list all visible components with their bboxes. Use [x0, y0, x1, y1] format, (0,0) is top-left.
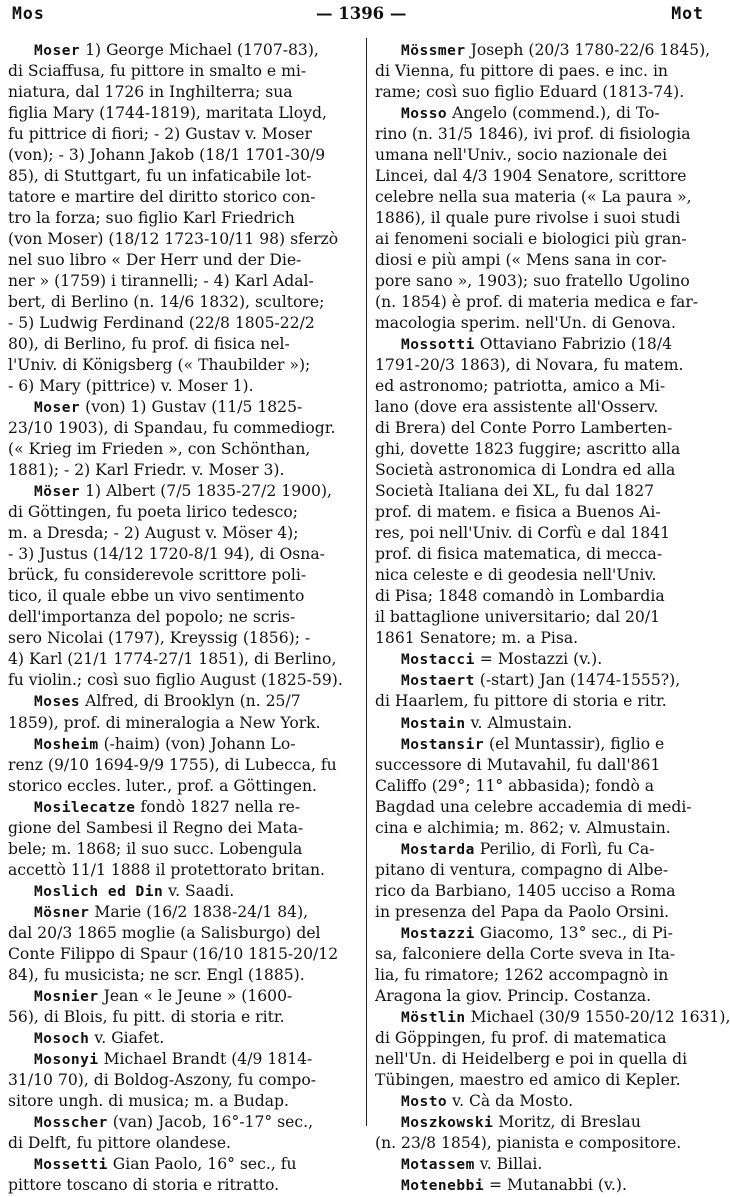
- entry-line: [8, 418, 356, 439]
- entry-line: [8, 713, 356, 734]
- entry-text: prof. di fisica matematica, di mecca-: [375, 545, 663, 564]
- entry-text: diosi e più ampi (« Mens sana in cor-: [375, 251, 667, 270]
- entry-line: [8, 944, 356, 965]
- entry-line: [375, 187, 713, 208]
- entry-line: [8, 313, 356, 334]
- entry-text: 1886), il quale pure rivolse i suoi studi: [375, 209, 681, 228]
- entry-first-line: [8, 40, 356, 61]
- entry-text: tico, il quale ebbe un vivo sentimento: [8, 587, 305, 606]
- entry-text: tatore e martire del diritto storico con-: [8, 188, 316, 207]
- entry-text: di Pisa; 1848 comandò in Lombardia: [375, 587, 665, 606]
- entry-headword: Moslich ed Din: [34, 883, 164, 900]
- entry-first-line: [375, 1112, 713, 1133]
- entry-first-line: [8, 1028, 356, 1049]
- entry-text: lia, fu rimatore; 1262 accompagnò in: [375, 965, 669, 984]
- entry-line: [375, 965, 713, 986]
- entry-text: tro la forza; suo figlio Karl Friedrich: [8, 209, 295, 228]
- entry-text: - 5) Ludwig Ferdinand (22/8 1805-22/2: [8, 314, 315, 333]
- entry-first-line: [375, 1175, 713, 1196]
- entry-first-line: [8, 902, 356, 923]
- entry-line: [375, 208, 713, 229]
- entry-text: Moritz, di Breslau: [493, 1112, 641, 1131]
- entry-text: (von Moser) (18/12 1723-10/11 98) sferzò: [8, 230, 339, 249]
- entry-text: dell'importanza del popolo; ne scris-: [8, 608, 296, 627]
- entry-headword: Mossetti: [34, 1156, 108, 1173]
- entry-headword: Mostansir: [401, 736, 485, 753]
- entry-line: [8, 860, 356, 881]
- entry-line: [375, 397, 713, 418]
- entry-text: 1) Albert (7/5 1835-27/2 1900),: [80, 482, 333, 501]
- dictionary-entry: [8, 397, 356, 481]
- entry-line: [375, 586, 713, 607]
- entry-first-line: [8, 734, 356, 755]
- entry-text: rico da Barbiano, 1405 ucciso a Roma: [375, 881, 676, 900]
- entry-text: di Sciaffusa, fu pittore in smalto e mi-: [8, 62, 307, 81]
- entry-text: v. Cà da Mosto.: [447, 1091, 574, 1110]
- entry-line: [8, 670, 356, 691]
- dictionary-entry: [375, 713, 713, 734]
- dictionary-entry: [8, 881, 356, 902]
- entry-text: sa, falconiere della Corte sveva in Ita-: [375, 944, 676, 963]
- entry-text: di Vienna, fu pittore di paes. e inc. in: [375, 62, 668, 81]
- entry-headword: Mosonyi: [34, 1051, 99, 1068]
- entry-line: [375, 1133, 713, 1154]
- entry-text: 1859), prof. di mineralogia a New York.: [8, 713, 321, 732]
- dictionary-entry: [8, 986, 356, 1028]
- entry-text: (n. 1854) è prof. di materia medica e far-: [375, 293, 699, 312]
- entry-line: [8, 124, 356, 145]
- dictionary-entry: [375, 334, 713, 649]
- entry-line: [8, 208, 356, 229]
- entry-first-line: [375, 1154, 713, 1175]
- entry-headword: Moszkowski: [401, 1114, 494, 1131]
- dictionary-entry: [8, 797, 356, 881]
- entry-line: [8, 755, 356, 776]
- entry-text: (-start) Jan (1474-1555?),: [474, 671, 681, 690]
- entry-text: prof. di matem. e fisica a Buenos Ai-: [375, 503, 661, 522]
- entry-text: 80), di Berlino, fu prof. di fisica nel-: [8, 335, 290, 354]
- entry-text: (van) Jacob, 16°-17° sec.,: [107, 1112, 314, 1131]
- entry-line: [8, 292, 356, 313]
- entry-text: di Haarlem, fu pittore di storia e ritr.: [375, 692, 667, 711]
- entry-text: Giacomo, 13° sec., di Pi-: [474, 923, 673, 942]
- entry-text: Società Italiana dei XL, fu dal 1827: [375, 482, 655, 501]
- entry-text: (el Muntassir), figlio e: [484, 734, 665, 753]
- dictionary-entry: [8, 40, 356, 397]
- entry-text: (von); - 3) Johann Jakob (18/1 1701-30/9: [8, 146, 326, 165]
- entry-text: (von) 1) Gustav (11/5 1825-: [80, 398, 303, 417]
- entry-text: 84), fu musicista; ne scr. Engl (1885).: [8, 965, 305, 984]
- entry-text: renz (9/10 1694-9/9 1755), di Lubecca, fu: [8, 755, 337, 774]
- entry-text: Califfo (29°; 11° abbasida); fondò a: [375, 776, 655, 795]
- entry-line: [375, 313, 713, 334]
- entry-line: [8, 103, 356, 124]
- entry-line: [8, 187, 356, 208]
- entry-text: - 3) Justus (14/12 1720-8/1 94), di Osna-: [8, 545, 325, 564]
- entry-first-line: [375, 334, 713, 355]
- entry-first-line: [8, 1154, 356, 1175]
- entry-text: storico eccles. luter., prof. a Göttingen.: [8, 776, 317, 795]
- entry-text: il battaglione universitario; dal 20/1: [375, 608, 661, 627]
- entry-headword: Mosilecatze: [34, 799, 136, 816]
- entry-line: [375, 565, 713, 586]
- entry-text: Lincei, dal 4/3 1904 Senatore, scrittore: [375, 167, 687, 186]
- entry-line: [8, 544, 356, 565]
- entry-text: macologia sperim. nell'Un. di Genova.: [375, 314, 676, 333]
- entry-text: celebre nella sua materia (« La paura »,: [375, 188, 692, 207]
- entry-text: pitano di ventura, compagno di Albe-: [375, 860, 669, 879]
- entry-text: cina e alchimia; m. 862; v. Almustain.: [375, 818, 671, 837]
- entry-line: [375, 82, 713, 103]
- entry-headword: Möser: [34, 484, 81, 501]
- entry-first-line: [8, 691, 356, 712]
- entry-first-line: [8, 481, 356, 502]
- entry-text: 85), di Stuttgart, fu un infaticabile lot-: [8, 167, 312, 186]
- entry-text: figlia Mary (1744-1819), maritata Lloyd,: [8, 104, 327, 123]
- dictionary-entry: [8, 902, 356, 986]
- entry-headword: Möstlin: [401, 1009, 466, 1026]
- entry-text: dal 20/3 1865 moglie (a Salisburgo) del: [8, 923, 321, 942]
- entry-line: [375, 502, 713, 523]
- dictionary-entry: [8, 734, 356, 797]
- entry-text: Gian Paolo, 16° sec., fu: [107, 1154, 297, 1173]
- entry-text: bele; m. 1868; il suo succ. Lobengula: [8, 839, 303, 858]
- entry-text: = Mostazzi (v.).: [474, 650, 603, 669]
- entry-text: gione del Sambesi il Regno dei Mata-: [8, 818, 304, 837]
- entry-headword: Mosoch: [34, 1030, 90, 1047]
- entry-headword: Mösner: [34, 904, 90, 921]
- header-guide-word-right: Mot: [671, 4, 704, 23]
- entry-line: [375, 881, 713, 902]
- entry-line: [375, 1070, 713, 1091]
- entry-text: Marie (16/2 1838-24/1 84),: [89, 902, 309, 921]
- entry-line: [375, 860, 713, 881]
- entry-text: fu violin.; così suo figlio August (1825-59).: [8, 671, 343, 690]
- entry-line: [375, 376, 713, 397]
- entry-text: ner » (1759) i tirannelli; - 4) Karl Adal-: [8, 272, 314, 291]
- entry-text: v. Saadi.: [163, 881, 235, 900]
- entry-line: [8, 460, 356, 481]
- entry-text: Conte Filippo di Spaur (16/10 1815-20/12: [8, 944, 339, 963]
- entry-first-line: [375, 649, 713, 670]
- dictionary-entry: [375, 103, 713, 334]
- entry-text: umana nell'Univ., socio nazionale dei: [375, 146, 668, 165]
- entry-text: ai fenomeni sociali e biologici più gran-: [375, 230, 687, 249]
- entry-text: 56), di Blois, fu pitt. di storia e ritr.: [8, 1007, 285, 1026]
- entry-line: [375, 460, 713, 481]
- right-column: [375, 40, 730, 1196]
- column-divider: [366, 38, 367, 1126]
- entry-text: ed astronomo; patriotta, amico a Mi-: [375, 377, 666, 396]
- entry-first-line: [375, 839, 713, 860]
- entry-line: [8, 607, 356, 628]
- dictionary-entry: [375, 923, 713, 1007]
- entry-line: [375, 355, 713, 376]
- entry-text: Perilio, di Forlì, fu Ca-: [474, 839, 655, 858]
- entry-text: ghi, dovette 1823 fuggire; ascritto alla: [375, 440, 681, 459]
- entry-line: [375, 166, 713, 187]
- entry-headword: Mosheim: [34, 736, 99, 753]
- entry-text: (-haim) (von) Johann Lo-: [98, 734, 296, 753]
- entry-headword: Mossotti: [401, 337, 475, 354]
- entry-text: Società astronomica di Londra ed alla: [375, 461, 676, 480]
- entry-line: [375, 818, 713, 839]
- entry-text: = Mutanabbi (v.).: [484, 1175, 627, 1194]
- entry-first-line: [8, 797, 356, 818]
- entry-headword: Moser: [34, 43, 81, 59]
- entry-line: [375, 902, 713, 923]
- entry-headword: Mosnier: [34, 988, 99, 1005]
- entry-text: di Brera) del Conte Porro Lamberten-: [375, 419, 673, 438]
- entry-text: bert, di Berlino (n. 14/6 1832), scultore;: [8, 293, 325, 312]
- entry-text: rino (n. 31/5 1846), ivi prof. di fisiologia: [375, 125, 691, 144]
- entry-text: 23/10 1903), di Spandau, fu commediogr.: [8, 419, 336, 438]
- entry-text: pittore toscano di storia e ritratto.: [8, 1175, 280, 1194]
- entry-text: - 6) Mary (pittrice) v. Moser 1).: [8, 377, 254, 396]
- entry-text: res, poi nell'Univ. di Corfù e dal 1841: [375, 524, 671, 543]
- entry-text: pore sano », 1903); suo fratello Ugolino: [375, 272, 690, 291]
- entry-line: [375, 292, 713, 313]
- page-header: [0, 0, 718, 30]
- dictionary-entry: [8, 1112, 356, 1154]
- entry-text: brück, fu considerevole scrittore poli-: [8, 566, 307, 585]
- entry-line: [375, 797, 713, 818]
- entry-line: [8, 1091, 356, 1112]
- entry-line: [8, 61, 356, 82]
- entry-text: Aragona la giov. Princip. Costanza.: [375, 986, 652, 1005]
- entry-text: 31/10 70), di Boldog-Aszony, fu compo-: [8, 1070, 316, 1089]
- entry-line: [375, 418, 713, 439]
- header-guide-word-left: Mos: [12, 4, 45, 23]
- entry-line: [8, 776, 356, 797]
- dictionary-entry: [8, 481, 356, 691]
- entry-text: Michael (30/9 1550-20/12 1631),: [465, 1007, 730, 1026]
- entry-headword: Moses: [34, 694, 81, 711]
- entry-text: Ottaviano Fabrizio (18/4: [474, 335, 673, 354]
- entry-first-line: [375, 103, 713, 124]
- entry-first-line: [8, 986, 356, 1007]
- entry-text: Jean « le Jeune » (1600-: [98, 986, 293, 1005]
- entry-line: [375, 61, 713, 82]
- entry-line: [8, 355, 356, 376]
- entry-line: [375, 481, 713, 502]
- dictionary-entry: [375, 839, 713, 923]
- entry-headword: Motassem: [401, 1156, 475, 1173]
- entry-line: [375, 145, 713, 166]
- entry-line: [8, 1133, 356, 1154]
- entry-text: l'Univ. di Königsberg (« Thaubilder »);: [8, 356, 311, 375]
- dictionary-entry: [375, 1154, 713, 1175]
- entry-line: [375, 250, 713, 271]
- entry-first-line: [375, 923, 713, 944]
- entry-text: sero Nicolai (1797), Kreyssig (1856); -: [8, 629, 311, 648]
- dictionary-entry: [375, 1007, 730, 1091]
- entry-line: [8, 166, 356, 187]
- entry-line: [8, 565, 356, 586]
- entry-text: accettò 11/1 1888 il protettorato britan.: [8, 860, 326, 879]
- entry-text: Joseph (20/3 1780-22/6 1845),: [465, 41, 711, 59]
- entry-first-line: [8, 881, 356, 902]
- entry-line: [375, 1028, 713, 1049]
- entry-first-line: [8, 397, 356, 418]
- entry-line: [8, 818, 356, 839]
- entry-line: [8, 82, 356, 103]
- entry-first-line: [375, 713, 713, 734]
- entry-text: successore di Mutavahil, fu dall'861: [375, 755, 661, 774]
- dictionary-entry: [375, 649, 713, 670]
- entry-line: [375, 691, 713, 712]
- entry-line: [8, 1175, 356, 1196]
- entry-text: fondò 1827 nella re-: [135, 797, 301, 816]
- entry-headword: Mostaert: [401, 673, 475, 690]
- entry-line: [8, 523, 356, 544]
- entry-line: [375, 986, 713, 1007]
- entry-line: [8, 250, 356, 271]
- dictionary-entry: [8, 1154, 356, 1196]
- entry-line: [8, 271, 356, 292]
- entry-line: [8, 1007, 356, 1028]
- entry-text: v. Giafet.: [89, 1028, 165, 1047]
- entry-headword: Moser: [34, 400, 81, 417]
- entry-line: [375, 544, 713, 565]
- entry-text: niatura, dal 1726 in Inghilterra; sua: [8, 83, 293, 102]
- entry-text: v. Billai.: [474, 1154, 543, 1173]
- entry-line: [375, 271, 713, 292]
- entry-line: [375, 523, 713, 544]
- entry-line: [375, 755, 713, 776]
- entry-text: nica celeste e di geodesia nell'Univ.: [375, 566, 657, 585]
- entry-line: [8, 923, 356, 944]
- dictionary-entry: [8, 1049, 356, 1112]
- entry-text: di Göppingen, fu prof. di matematica: [375, 1028, 667, 1047]
- entry-line: [8, 586, 356, 607]
- entry-text: m. a Dresda; - 2) August v. Möser 4);: [8, 524, 299, 543]
- entry-line: [8, 334, 356, 355]
- entry-text: nel suo libro « Der Herr und der Die-: [8, 251, 302, 270]
- entry-line: [8, 145, 356, 166]
- entry-text: 1861 Senatore; m. a Pisa.: [375, 629, 579, 648]
- entry-text: di Delft, fu pittore olandese.: [8, 1133, 232, 1152]
- entry-headword: Mostain: [401, 715, 466, 732]
- entry-headword: Mössmer: [401, 43, 466, 59]
- entry-first-line: [375, 670, 713, 691]
- entry-headword: Mostarda: [401, 841, 475, 858]
- entry-line: [8, 839, 356, 860]
- entry-line: [8, 439, 356, 460]
- entry-line: [375, 439, 713, 460]
- entry-headword: Mosso: [401, 106, 448, 123]
- left-column: [8, 40, 356, 1196]
- entry-first-line: [375, 40, 713, 61]
- entry-text: Angelo (commend.), di To-: [447, 104, 660, 123]
- entry-text: nell'Un. di Heidelberg e poi in quella di: [375, 1049, 688, 1068]
- entry-headword: Motenebbi: [401, 1177, 485, 1194]
- entry-line: [375, 124, 713, 145]
- dictionary-entry: [375, 1112, 713, 1154]
- entry-text: sitore ungh. di musica; m. a Budap.: [8, 1091, 289, 1110]
- entry-text: di Göttingen, fu poeta lirico tedesco;: [8, 503, 298, 522]
- entry-line: [8, 628, 356, 649]
- entry-text: 1881); - 2) Karl Friedr. v. Moser 3).: [8, 461, 285, 480]
- entry-line: [8, 649, 356, 670]
- entry-text: fu pittrice di fiori; - 2) Gustav v. Moser: [8, 125, 312, 144]
- entry-line: [8, 965, 356, 986]
- dictionary-entry: [375, 670, 713, 712]
- entry-first-line: [8, 1049, 356, 1070]
- entry-text: Tübingen, maestro ed amico di Kepler.: [375, 1070, 681, 1089]
- entry-line: [375, 776, 713, 797]
- entry-text: in presenza del Papa da Paolo Orsini.: [375, 902, 670, 921]
- entry-line: [8, 376, 356, 397]
- entry-text: 4) Karl (21/1 1774-27/1 1851), di Berlino,: [8, 650, 337, 669]
- entry-text: Alfred, di Brooklyn (n. 25/7: [80, 692, 301, 711]
- entry-line: [375, 1049, 713, 1070]
- dictionary-entry: [375, 1091, 713, 1112]
- entry-text: lano (dove era assistente all'Osserv.: [375, 398, 659, 417]
- entry-first-line: [375, 1007, 730, 1028]
- dictionary-entry: [8, 1028, 356, 1049]
- entry-line: [375, 607, 713, 628]
- entry-line: [8, 229, 356, 250]
- entry-headword: Mostazzi: [401, 925, 475, 942]
- entry-text: 1791-20/3 1863), di Novara, fu matem.: [375, 356, 684, 375]
- entry-text: Bagdad una celebre accademia di medi-: [375, 797, 692, 816]
- dictionary-entry: [8, 691, 356, 733]
- entry-line: [375, 229, 713, 250]
- dictionary-entry: [375, 40, 713, 103]
- entry-text: Michael Brandt (4/9 1814-: [98, 1049, 313, 1068]
- entry-text: (n. 23/8 1854), pianista e compositore.: [375, 1133, 682, 1152]
- entry-line: [8, 1070, 356, 1091]
- entry-first-line: [375, 1091, 713, 1112]
- entry-line: [375, 628, 713, 649]
- entry-text: (« Krieg im Frieden », con Schönthan,: [8, 440, 311, 459]
- dictionary-entry: [375, 734, 713, 839]
- entry-text: rame; così suo figlio Eduard (1813-74).: [375, 83, 685, 102]
- entry-line: [8, 502, 356, 523]
- entry-line: [375, 944, 713, 965]
- entry-text: 1) George Michael (1707-83),: [80, 41, 319, 59]
- entry-headword: Mosto: [401, 1093, 448, 1110]
- entry-first-line: [8, 1112, 356, 1133]
- entry-text: v. Almustain.: [465, 713, 573, 732]
- entry-first-line: [375, 734, 713, 755]
- dictionary-entry: [375, 1175, 713, 1196]
- entry-headword: Mosscher: [34, 1114, 108, 1131]
- page-number: — 1396 —: [316, 4, 407, 23]
- entry-headword: Mostacci: [401, 652, 475, 669]
